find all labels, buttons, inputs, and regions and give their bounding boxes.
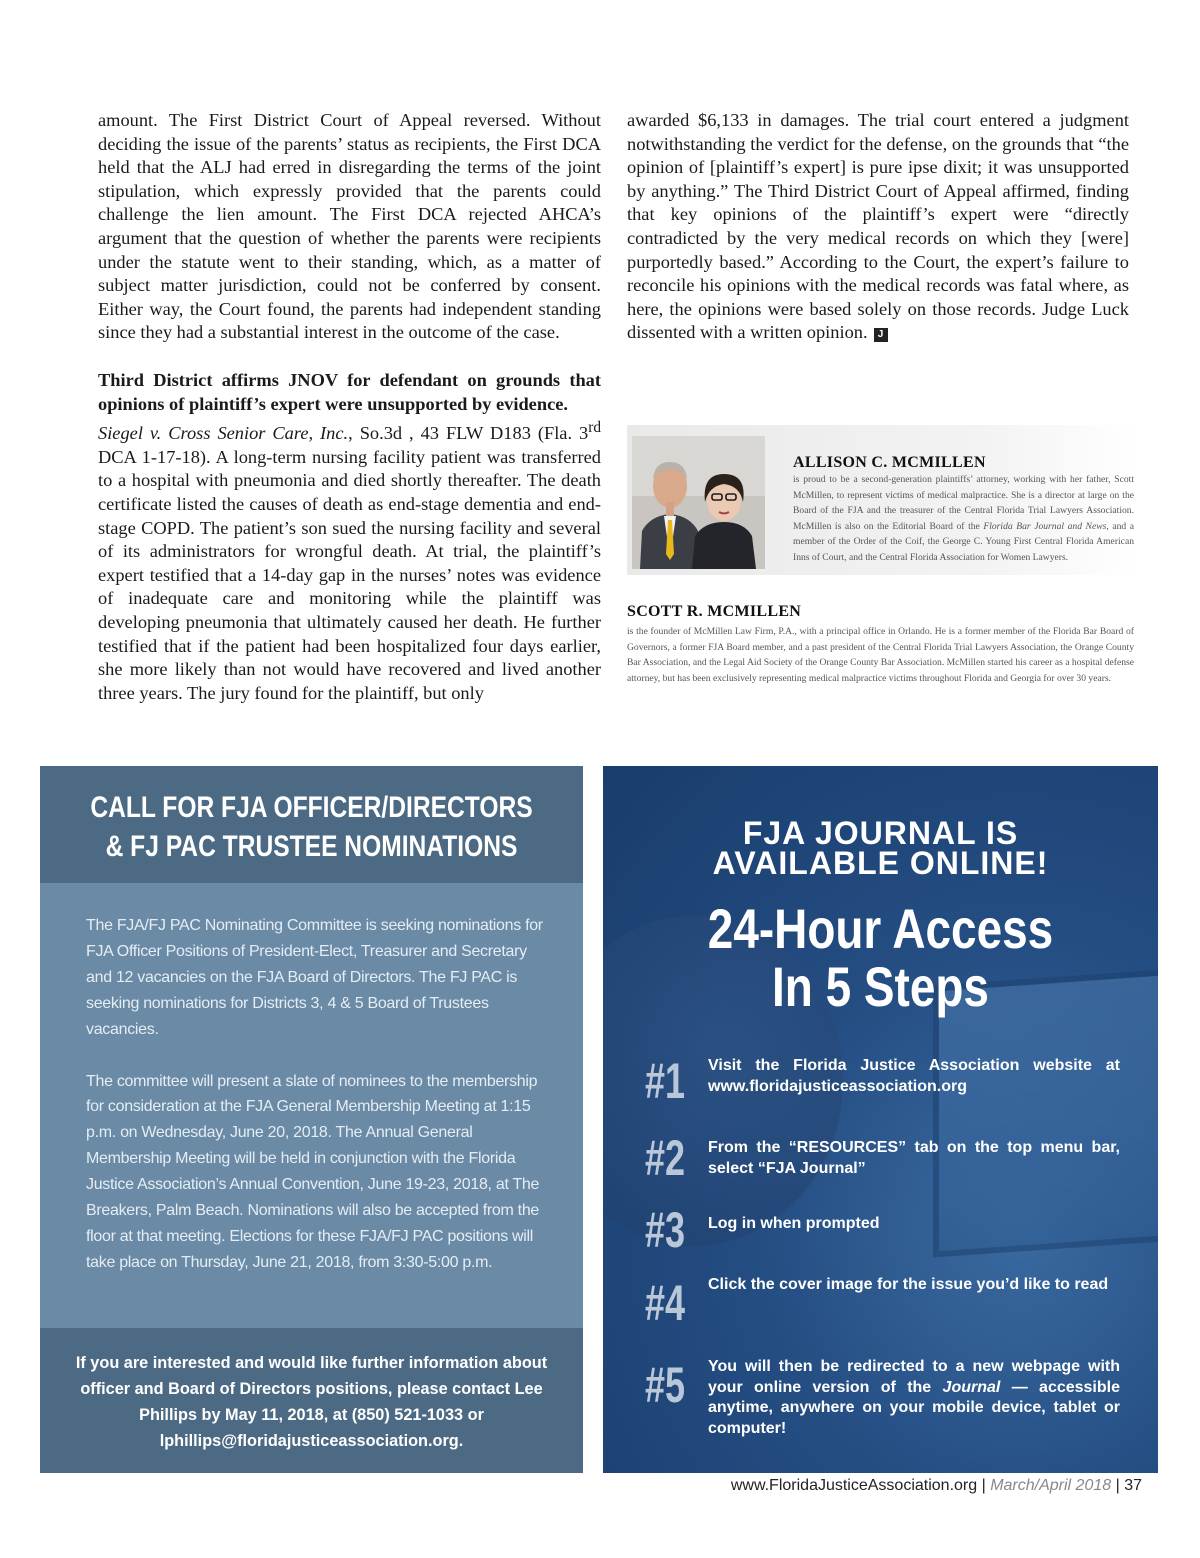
- journal-title: [603, 815, 1158, 881]
- journal-online-panel: [603, 766, 1158, 1473]
- step-text: Click the cover image for the issue you’d like to read: [708, 1276, 1109, 1293]
- step-text-part: You will then be redirected to a new webpage with your online version of the: [708, 1358, 1120, 1396]
- article-right-column: [627, 109, 1129, 345]
- end-mark-icon: J: [874, 328, 888, 342]
- allison-bio-text-end: , and a member of the Order of the Coif, the George C. Young First Central Florida American Inns of Court, and the Central Florida Association for Women Lawyers.: [793, 520, 1134, 563]
- footer-separator: |: [1111, 1477, 1125, 1494]
- author-photo: [632, 436, 765, 569]
- step-number: #3: [645, 1202, 686, 1258]
- journal-headline: [653, 897, 1108, 1018]
- footer-separator: |: [977, 1477, 991, 1494]
- scott-bio: is the founder of McMillen Law Firm, P.A., with a principal office in Orlando. He is a former member of the Florida Bar Board of Governors, a former FJA Board member, and a past president of the Central Florida Trial Lawyers Association, the Orange County Bar Association, and the Legal Aid Society of the Orange County Bar Association. McMillen started his career as a hospital defense attorney, but has been exclusively representing medical malpractice victims throughout Florida and Georgia for over 30 years.: [627, 626, 1134, 684]
- nominations-panel: [40, 766, 583, 1473]
- nominations-body: [86, 913, 546, 1302]
- case-name: Siegel v. Cross Senior Care, Inc.: [98, 423, 349, 444]
- article-paragraph: [627, 109, 1129, 345]
- article-left-column: [98, 109, 601, 705]
- journal-headline-line: In 5 Steps: [772, 955, 989, 1018]
- nominations-contact: If you are interested and would like further information about officer and Board of Directors positions, please contact Lee Phillips by May 11, 2018, at (850) 521-1033 or lphillips@floridajusticeassociation.org.: [40, 1328, 583, 1473]
- case-body: DCA 1-17-18). A long-term nursing facility patient was transferred to a hospital with pneumonia and died shortly thereafter. The death certificate listed the causes of death as end-stage dementia and end-stage COPD. The patient’s son sued the nursing facility and several of its administrators for wrongful death. At trial, the plaintiff’s expert testified that a 14-day gap in the nurses’ notes was evidence of inadequate care and monitoring while the plaintiff was developing pneumonia that ultimately caused her death. He further testified that if the patient had been hospitalized four days earlier, she more likely than not would have recovered and lived another three years. The jury found for the plaintiff, but only: [98, 446, 601, 703]
- nominations-title-line: CALL FOR FJA OFFICER/DIRECTORS: [90, 791, 533, 824]
- nominations-paragraph: The FJA/FJ PAC Nominating Committee is seeking nominations for FJA Officer Positions of President-Elect, Treasurer and Secretary and 12 vacancies on the FJA Board of Directors. The FJ PAC is seeking nominations for Districts 3, 4 & 5 Board of Trustees vacancies.: [86, 917, 543, 1038]
- publication-name: Florida Bar Journal and News: [983, 520, 1107, 532]
- step-number: #2: [645, 1130, 686, 1186]
- article-paragraph: amount. The First District Court of Appeal reversed. Without deciding the issue of the parents’ status as recipients, the First DCA held that the ALJ had erred in disregarding the terms of the joint stipulation, which expressly provided that the parents could challenge the lien amount. The First DCA rejected AHCA’s argument that the question of whether the parents were recipients under the statute went to their standing, which, as a matter of subject matter jurisdiction, could not be conferred by consent. Either way, the Court found, the parents had independent standing since they had a substantial interest in the outcome of the case.: [98, 110, 601, 343]
- journal-name: Journal: [942, 1378, 1001, 1396]
- step-text: From the “RESOURCES” tab on the top menu bar, select “FJA Journal”: [708, 1139, 1120, 1177]
- footer-issue: March/April 2018: [990, 1477, 1112, 1494]
- allison-bio-text: is proud to be a second-generation plaintiffs’ attorney, working with her father, Scott McMillen, to represent victims of medical malpractice. She is a director at large on the Board of the FJA and the treasurer of the Central Florida Trial Lawyers Association. McMillen is also on the Editorial Board of the: [793, 474, 1134, 532]
- step-text: [708, 1357, 1120, 1439]
- allison-name: ALLISON C. MCMILLEN: [793, 454, 986, 471]
- case-paragraph: [98, 416, 601, 705]
- case-cite: , So.3d , 43 FLW D183 (Fla. 3: [348, 423, 589, 444]
- step-text-part: — accessible anytime, anywhere on your mobile device, tablet or computer!: [708, 1378, 1120, 1437]
- page-number: 37: [1124, 1477, 1142, 1494]
- footer-website[interactable]: www.FloridaJusticeAssociation.org: [730, 1477, 978, 1494]
- scott-name: SCOTT R. MCMILLEN: [627, 603, 802, 620]
- step-text: Log in when prompted: [708, 1215, 880, 1232]
- nominations-title-line: & FJ PAC TRUSTEE NOMINATIONS: [105, 830, 518, 863]
- section-heading: Third District affirms JNOV for defendant on grounds that opinions of plaintiff’s expert were unsupported by evidence.: [98, 369, 601, 414]
- journal-title-line: AVAILABLE ONLINE!: [712, 845, 1049, 881]
- step-number: #5: [645, 1357, 686, 1413]
- journal-headline-line: 24-Hour Access: [707, 897, 1054, 960]
- case-cite-sup: rd: [588, 419, 601, 437]
- journal-title-line: FJA JOURNAL IS: [742, 815, 1019, 851]
- article-paragraph-text: awarded $6,133 in damages. The trial court entered a judgment notwithstanding the verdict for the defense, on the grounds that “the opinion of [plaintiff’s expert] is pure ipse dixit; it was unsupported by anything.” The Third District Court of Appeal affirmed, finding that key opinions of the plaintiff’s expert were “directly contradicted by the very medical records on which they [were] purportedly based.” According to the Court, the expert’s failure to reconcile his opinions with the medical records was fatal where, as here, the opinions were based solely on those records. Judge Luck dissented with a written opinion.: [627, 110, 1129, 343]
- step-number: #4: [645, 1275, 686, 1331]
- nominations-title: [40, 766, 583, 883]
- nominations-paragraph: The committee will present a slate of nominees to the membership for consideration at the FJA General Membership Meeting at 1:15 p.m. on Wednesday, June 20, 2018. The Annual General Membership Meeting will be held in conjunction with the Florida Justice Association’s Annual Convention, June 19-23, 2018, at The Breakers, Palm Beach. Nominations will also be accepted from the floor at that meeting. Elections for these FJA/FJ PAC positions will take place on Thursday, June 21, 2018, from 3:30-5:00 p.m.: [86, 1072, 540, 1271]
- page-footer: [731, 1477, 1142, 1495]
- step-number: #1: [645, 1053, 686, 1109]
- allison-bio: [793, 472, 1134, 565]
- step-text: Visit the Florida Justice Association website at www.floridajusticeassociation.org: [708, 1057, 1120, 1095]
